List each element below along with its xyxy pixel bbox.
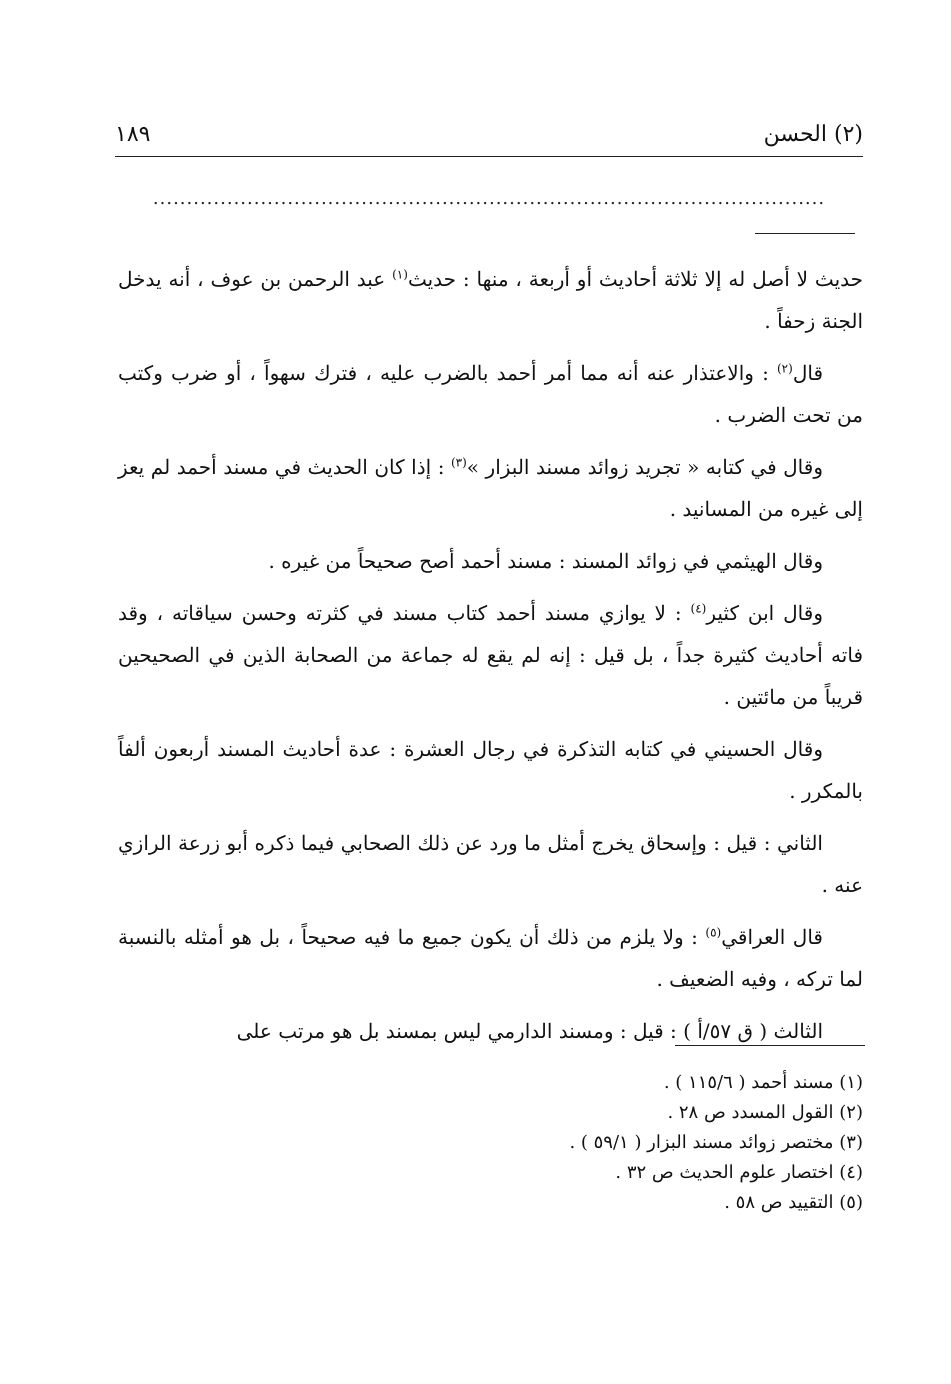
footnote: (٤) اختصار علوم الحديث ص ٣٢ . xyxy=(615,1162,863,1183)
main-text xyxy=(118,258,863,1062)
footnote: (٣) مختصر زوائد مسند البزار ( ٥٩/١ ) . xyxy=(569,1132,863,1153)
footnote: (٥) التقييد ص ٥٨ . xyxy=(724,1192,863,1213)
footnotes xyxy=(300,1068,863,1218)
footnote-ref: (٥) xyxy=(705,925,722,940)
chapter-title: (٢) الحسن xyxy=(763,122,863,147)
paragraph: وقال الهيثمي في زوائد المسند : مسند أحمد أصح صحيحاً من غيره . xyxy=(268,549,823,573)
paragraph: الثالث ( ق ٥٧/أ ) : قيل : ومسند الدارمي ليس بمسند بل هو مرتب على xyxy=(236,1019,823,1043)
footnote-rule xyxy=(675,1045,865,1046)
paragraph: قال$^{(٢)}$ : والاعتذار عنه أنه مما أمر أحمد بالضرب عليه ، فترك سهواً ، أو ضرب وكتب من تحت الضرب . xyxy=(118,361,863,427)
page-number: ١٨٩ xyxy=(115,122,151,147)
paragraph: قال العراقي$^{(٥)}$ : ولا يلزم من ذلك أن يكون جميع ما فيه صحيحاً ، بل هو أمثله بالنسبة لما تركه ، وفيه الضعيف . xyxy=(118,925,863,991)
ellipsis-divider: .................................................................................................... xyxy=(152,188,826,209)
section-rule xyxy=(755,233,855,234)
footnote-ref: (١) xyxy=(392,267,408,282)
footnote-ref: (٣) xyxy=(450,455,467,470)
paragraph: الثاني : قيل : وإسحاق يخرج أمثل ما ورد عن ذلك الصحابي فيما ذكره أبو زرعة الرازي عنه . xyxy=(118,831,863,897)
header-rule xyxy=(115,156,863,157)
paragraph: وقال ابن كثير$^{(٤)}$ : لا يوازي مسند أحمد كتاب مسند في كثرته وحسن سياقاته ، وقد فاته أحاديث كثيرة جداً ، بل قيل : إنه لم يقع له جماعة من الصحابة الذين في الصحيحين قريباً من مائتين . xyxy=(118,601,864,709)
paragraph: وقال الحسيني في كتابه التذكرة في رجال العشرة : عدة أحاديث المسند أربعون ألفاً بالمكرر . xyxy=(118,737,863,803)
footnote-ref: (٤) xyxy=(690,601,707,616)
footnote-ref: (٢) xyxy=(776,361,793,376)
paragraph: وقال في كتابه « تجريد زوائد مسند البزار »$^{(٣)}$ : إذا كان الحديث في مسند أحمد لم يعز إلى غيره من المسانيد . xyxy=(118,455,863,521)
footnote: (١) مسند أحمد ( ١١٥/٦ ) . xyxy=(663,1072,863,1093)
paragraph: حديث لا أصل له إلا ثلاثة أحاديث أو أربعة ، منها : حديث$^{(١)}$ عبد الرحمن بن عوف ، أنه يدخل الجنة زحفاً . xyxy=(118,267,864,333)
footnote: (٢) القول المسدد ص ٢٨ . xyxy=(667,1102,863,1123)
